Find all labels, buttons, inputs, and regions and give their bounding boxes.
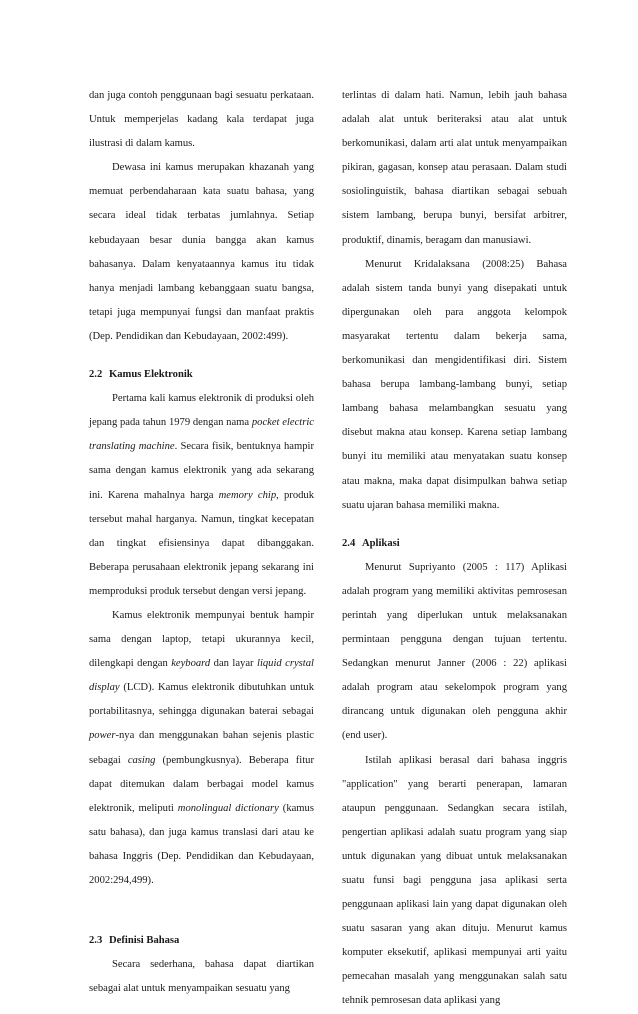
italic-term: memory chip <box>218 489 277 501</box>
italic-term: monolingual dictionary <box>177 802 279 814</box>
italic-term: liquid crystal display <box>89 658 314 694</box>
right-paragraph-2: Menurut Kridalaksana (2008:25) Bahasa adalah sistem tanda bunyi yang disepakati untuk dipergunakan oleh para anggota kelompok masyarakat tertentu dalam bekerja sama, berkomunikasi dan mengidentifikasi diri. Sistem bahasa berupa lambang-lambang bunyi, setiap lambang bahasa melambangkan sesuatu yang disebut makna atau konsep. Karena setiap lambang bunyi itu memiliki atau menyatakan suatu konsep atau makna, maka dapat disimpulkan bahwa setiap suatu ujaran bahasa memiliki makna. <box>342 258 567 511</box>
left-paragraph-1: dan juga contoh penggunaan bagi sesuatu perkataan. Untuk memperjelas kadang kala terdapat juga ilustrasi di dalam kamus. <box>89 90 314 150</box>
text-run: dan layar <box>210 658 257 670</box>
text-run: -nya dan menggunakan bahan sejenis plastic sebagai <box>89 730 314 766</box>
section-title: Definisi Bahasa <box>109 935 180 947</box>
left-paragraph-3 <box>89 387 314 604</box>
right-paragraph-1: terlintas di dalam hati. Namun, lebih jauh bahasa adalah alat untuk beriteraksi atau alat untuk berkomunikasi, dalam arti alat untuk menyampaikan pikiran, gagasan, konsep atau perasaan. Dalam studi sosiolinguistik, bahasa diartikan sebagai sebuah sistem lambang, berupa bunyi, bersifat arbitrer, produktif, dinamis, beragam dan manusiawi. <box>342 90 567 246</box>
left-paragraph-5: Secara sederhana, bahasa dapat diartikan sebagai alat untuk menyampaikan sesuatu yang <box>89 959 314 995</box>
right-paragraph-4: Istilah aplikasi berasal dari bahasa inggris "application" yang berarti penerapan, lamaran ataupun penggunaan. Sedangkan secara istilah, pengertian aplikasi adalah suatu program yang siap untuk digunakan yang dibuat untuk melaksanakan suatu funsi bagi pengguna jasa aplikasi serta penggunaan aplikasi lain yang dapat digunakan oleh suatu sasaran yang akan dituju. Menurut kamus komputer eksekutif, aplikasi mempunyai arti yaitu pemecahan masalah yang menggunakan salah satu tehnik pemrosesan data aplikasi yang <box>342 754 567 1007</box>
text-run: . Secara fisik, bentuknya hampir sama dengan kamus elektronik yang ada sekarang ini. Karena mahalnya harga <box>89 441 315 501</box>
italic-term: keyboard <box>171 658 211 670</box>
right-column <box>342 84 567 1014</box>
text-run: (pembungkusnya). Beberapa fitur dapat ditemukan dalam berbagai model kamus elektronik, meliputi <box>89 754 314 814</box>
section-title: Kamus Elektronik <box>109 369 193 381</box>
section-heading-2-3 <box>89 929 314 953</box>
section-number: 2.4 <box>342 537 356 549</box>
section-number: 2.3 <box>89 935 103 947</box>
text-run: , produk tersebut mahal harganya. Namun, tingkat kecepatan dan tingkat efisiensinya dapat dibanggakan. Beberapa perusahaan elektronik jepang sekarang ini memproduksi produk tersebut dengan versi jepang. <box>89 489 315 597</box>
left-paragraph-2: Dewasa ini kamus merupakan khazanah yang memuat perbendaharaan kata suatu bahasa, yang secara ideal tidak terbatas jumlahnya. Setiap kebudayaan besar dunia bangga akan kamus bahasanya. Dalam kenyataannya kamus itu tidak hanya menjadi lambang kebanggaan suatu bangsa, tetapi juga mempunyai fungsi dan manfaat praktis (Dep. Pendidikan dan Kebudayaan, 2002:499). <box>89 162 314 342</box>
right-paragraph-3: Menurut Supriyanto (2005 : 117) Aplikasi adalah program yang memiliki aktivitas pemrosesan perintah yang diperlukan untuk melaksanakan permintaan pengguna dengan tujuan tertentu. Sedangkan menurut Janner (2006 : 22) aplikasi adalah program atau sekelompok program yang dirancang untuk digunakan oleh pengguna akhir (end user). <box>342 561 567 742</box>
italic-term: power <box>89 730 116 742</box>
section-heading-2-2 <box>89 363 314 387</box>
section-title: Aplikasi <box>362 537 400 549</box>
text-run: (kamus satu bahasa), dan juga kamus translasi dari atau ke bahasa Inggris (Dep. Pendidikan dan Kebudayaan, 2002:294,499). <box>89 802 314 886</box>
italic-term: casing <box>127 754 156 766</box>
left-paragraph-4 <box>89 604 314 893</box>
section-heading-2-4 <box>342 532 567 556</box>
left-column <box>89 84 314 1001</box>
text-run: (LCD). Kamus elektronik dibutuhkan untuk portabilitasnya, sehingga digunakan baterai sebagai <box>89 682 314 718</box>
section-number: 2.2 <box>89 369 103 381</box>
italic-term: pocket electric translating machine <box>89 417 314 453</box>
text-run: Pertama kali kamus elektronik di produksi oleh jepang pada tahun 1979 dengan nama <box>89 393 314 429</box>
text-run: Kamus elektronik mempunyai bentuk hampir sama dengan laptop, tetapi ukurannya kecil, dilengkapi dengan <box>89 609 314 670</box>
